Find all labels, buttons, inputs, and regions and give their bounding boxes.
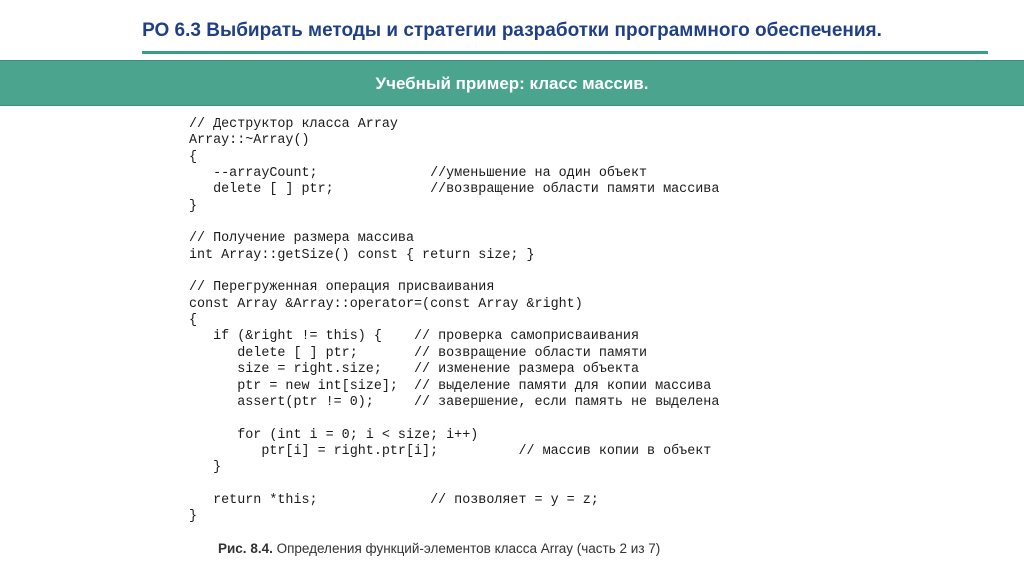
code-line: { — [189, 149, 198, 165]
code-line: // Получение размера массива — [189, 231, 414, 247]
code-line: --arrayCount; //уменьшение на один объект — [189, 166, 648, 182]
code-line: { — [189, 313, 198, 329]
section-banner — [0, 60, 1024, 106]
code-listing — [189, 117, 719, 526]
code-line: return *this; // позволяет = y = z; — [189, 492, 599, 508]
code-line: } — [189, 198, 198, 214]
code-line — [189, 215, 719, 231]
code-line: delete [ ] ptr; // возвращение области памяти — [189, 345, 648, 361]
figure-number: Рис. 8.4. — [218, 541, 273, 556]
code-line: int Array::getSize() const { return size; } — [189, 247, 535, 263]
title-divider — [142, 51, 988, 54]
code-line: // Деструктор класса Array — [189, 117, 398, 132]
code-line: delete [ ] ptr; //возвращение области памяти массива — [189, 182, 720, 198]
code-line: const Array &Array::operator=(const Array &right) — [189, 296, 583, 312]
code-line: } — [189, 460, 222, 476]
figure-caption — [218, 541, 660, 556]
banner-text: Учебный пример: класс массив. — [375, 74, 649, 93]
code-line: ptr = new int[size]; // выделение памяти для копии массива — [189, 378, 712, 394]
code-line: Array::~Array() — [189, 133, 310, 149]
code-line: ptr[i] = right.ptr[i]; // массив копии в объект — [189, 443, 712, 459]
code-line: } — [189, 509, 198, 525]
code-line: if (&right != this) { // проверка самоприсваивания — [189, 329, 639, 345]
code-line — [189, 264, 719, 280]
code-line — [189, 477, 719, 493]
code-line — [189, 411, 719, 427]
code-line: for (int i = 0; i < size; i++) — [189, 427, 479, 443]
slide-title: РО 6.3 Выбирать методы и стратегии разработки программного обеспечения. — [142, 20, 882, 41]
code-line: // Перегруженная операция присваивания — [189, 280, 495, 296]
code-line: size = right.size; // изменение размера объекта — [189, 362, 639, 378]
code-line: assert(ptr != 0); // завершение, если память не выделена — [189, 394, 720, 410]
figure-caption-text: Определения функций-элементов класса Array (часть 2 из 7) — [272, 541, 661, 556]
